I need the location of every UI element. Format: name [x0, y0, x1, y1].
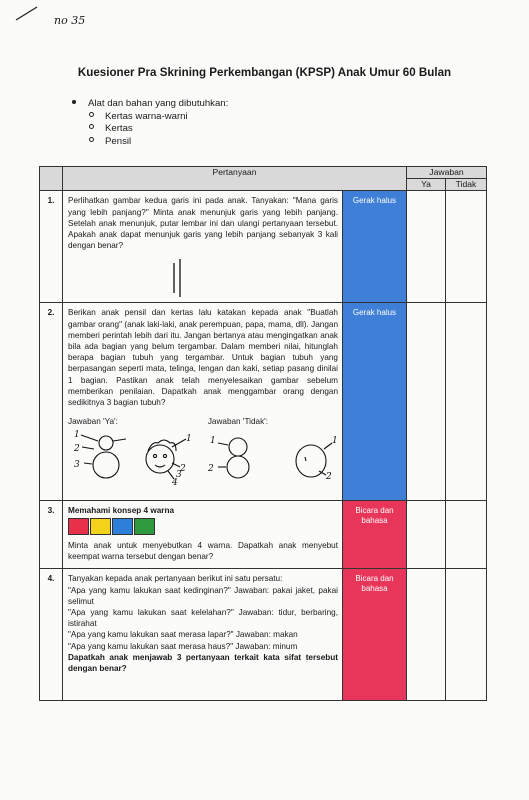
tool-item	[72, 123, 228, 136]
answer-no-cell[interactable]	[446, 569, 487, 701]
green-swatch	[134, 518, 155, 535]
kpsp-table	[39, 166, 487, 701]
circle-bullet-icon	[89, 124, 94, 129]
tools-list	[72, 98, 228, 148]
table-row	[40, 191, 487, 303]
question-3-heading: Memahami konsep 4 warna	[68, 506, 175, 516]
svg-text:3: 3	[74, 460, 80, 471]
yellow-swatch	[90, 518, 111, 535]
svg-text:2: 2	[208, 464, 214, 475]
circle-bullet-icon	[89, 137, 94, 142]
tool-item-label: Kertas	[105, 123, 133, 134]
header-no	[40, 167, 63, 191]
answer-no-cell[interactable]	[446, 501, 487, 569]
row-number: 3.	[40, 501, 63, 569]
answer-yes-label: Jawaban 'Ya':	[68, 417, 118, 427]
row-number: 1.	[40, 191, 63, 303]
svg-text:4: 4	[172, 478, 178, 488]
answer-yes-cell[interactable]	[407, 191, 446, 303]
domain-cell: Bicara dan bahasa	[343, 501, 407, 569]
question-text	[63, 303, 343, 501]
question-4-line: "Apa yang kamu lakukan saat kedinginan?" Jawaban: pakai jaket, pakai selimut	[68, 585, 338, 606]
header-yes: Ya	[407, 179, 446, 191]
bullet-icon	[72, 100, 76, 104]
question-1-text: Perlihatkan gambar kedua garis ini pada anak. Tanyakan: "Mana garis yang lebih panjang?" Minta anak menunjuk garis yang lebih panjang. Setelah anak menunjuk, putar lembar ini dan ulangi pertanyaan tersebut. Apakah anak dapat menunjuk garis yang lebih panjang sebanyak 3 kali dengan benar?	[68, 196, 338, 251]
domain-cell: Gerak halus	[343, 303, 407, 501]
header-answer: Jawaban	[407, 167, 487, 179]
pen-mark	[14, 4, 40, 22]
question-text	[63, 501, 343, 569]
domain-cell: Gerak halus	[343, 191, 407, 303]
question-4-final-line: Dapatkah anak menjawab 3 pertanyaan terkait kata sifat tersebut dengan benar?	[68, 652, 338, 674]
question-4-line: "Apa yang kamu lakukan saat merasa haus?" Jawaban: minum	[68, 641, 298, 651]
row-number: 2.	[40, 303, 63, 501]
answer-yes-cell[interactable]	[407, 303, 446, 501]
row-number: 4.	[40, 569, 63, 701]
svg-text:1: 1	[332, 436, 338, 447]
tool-item-label: Pensil	[105, 135, 132, 147]
person-drawings-figure	[68, 429, 338, 487]
svg-text:2: 2	[180, 464, 186, 475]
answer-no-cell[interactable]	[446, 303, 487, 501]
red-swatch	[68, 518, 89, 535]
answer-yes-cell[interactable]	[407, 501, 446, 569]
tools-heading	[72, 98, 228, 111]
circle-bullet-icon	[89, 112, 94, 117]
tools-heading-text: Alat dan bahan yang dibutuhkan:	[88, 98, 229, 109]
handwritten-number: no 35	[54, 14, 86, 27]
blue-swatch	[112, 518, 133, 535]
question-3-text: Minta anak untuk menyebutkan 4 warna. Dapatkah anak menyebut keempat warna tersebut dengan benar?	[68, 540, 338, 561]
tool-item	[72, 136, 228, 149]
question-4-line: "Apa yang kamu lakukan saat merasa lapar?" Jawaban: makan	[68, 630, 298, 640]
svg-text:2: 2	[74, 444, 80, 455]
header-question: Pertanyaan	[63, 167, 407, 191]
answer-no-label: Jawaban 'Tidak':	[207, 417, 268, 427]
table-row	[40, 569, 487, 701]
table-row	[40, 501, 487, 569]
page-title: Kuesioner Pra Skrining Perkembangan (KPSP) Anak Umur 60 Bulan	[77, 66, 452, 79]
domain-cell: Bicara dan bahasa	[343, 569, 407, 701]
question-text	[63, 191, 343, 303]
tool-item-label: Kertas warna-warni	[105, 110, 188, 122]
two-lines-figure	[68, 257, 338, 299]
answer-no-cell[interactable]	[446, 191, 487, 303]
svg-text:3: 3	[176, 470, 182, 481]
answer-yes-cell[interactable]	[407, 569, 446, 701]
question-2-text: Berikan anak pensil dan kertas lalu katakan kepada anak "Buatlah gambar orang" (anak laki-laki, anak perempuan, papa, mama, dll). Jangan memberi perintah lebih dari itu. Jangan bertanya atau mengingatkan anak bila ada bagian yang belum tergambar. Dalam memberi nilai, hitunglah berapa bagian tubuh yang tergambar. Untuk bagian tubuh yang berpasangan seperti mata, telinga, lengan dan kaki, setiap pasang dinilai 1 bagian. Pastikan anak telah menyelesaikan gambar sebelum memberikan penilaian. Dapatkah anak menggambar orang dengan sedikitnya 3 bagian tubuh?	[68, 308, 338, 408]
header-no-answer: Tidak	[446, 179, 487, 191]
question-text	[63, 569, 343, 701]
tool-item	[72, 111, 228, 124]
table-row	[40, 303, 487, 501]
color-swatches	[68, 518, 338, 535]
svg-text:1: 1	[210, 436, 216, 447]
svg-text:1: 1	[186, 434, 192, 445]
answer-examples	[68, 416, 268, 427]
svg-text:2: 2	[326, 472, 332, 483]
question-4-line: Tanyakan kepada anak pertanyaan berikut ini satu persatu:	[68, 574, 283, 584]
question-4-line: "Apa yang kamu lakukan saat kelelahan?" Jawaban: tidur, berbaring, istirahat	[68, 608, 338, 629]
svg-text:1: 1	[74, 430, 80, 441]
